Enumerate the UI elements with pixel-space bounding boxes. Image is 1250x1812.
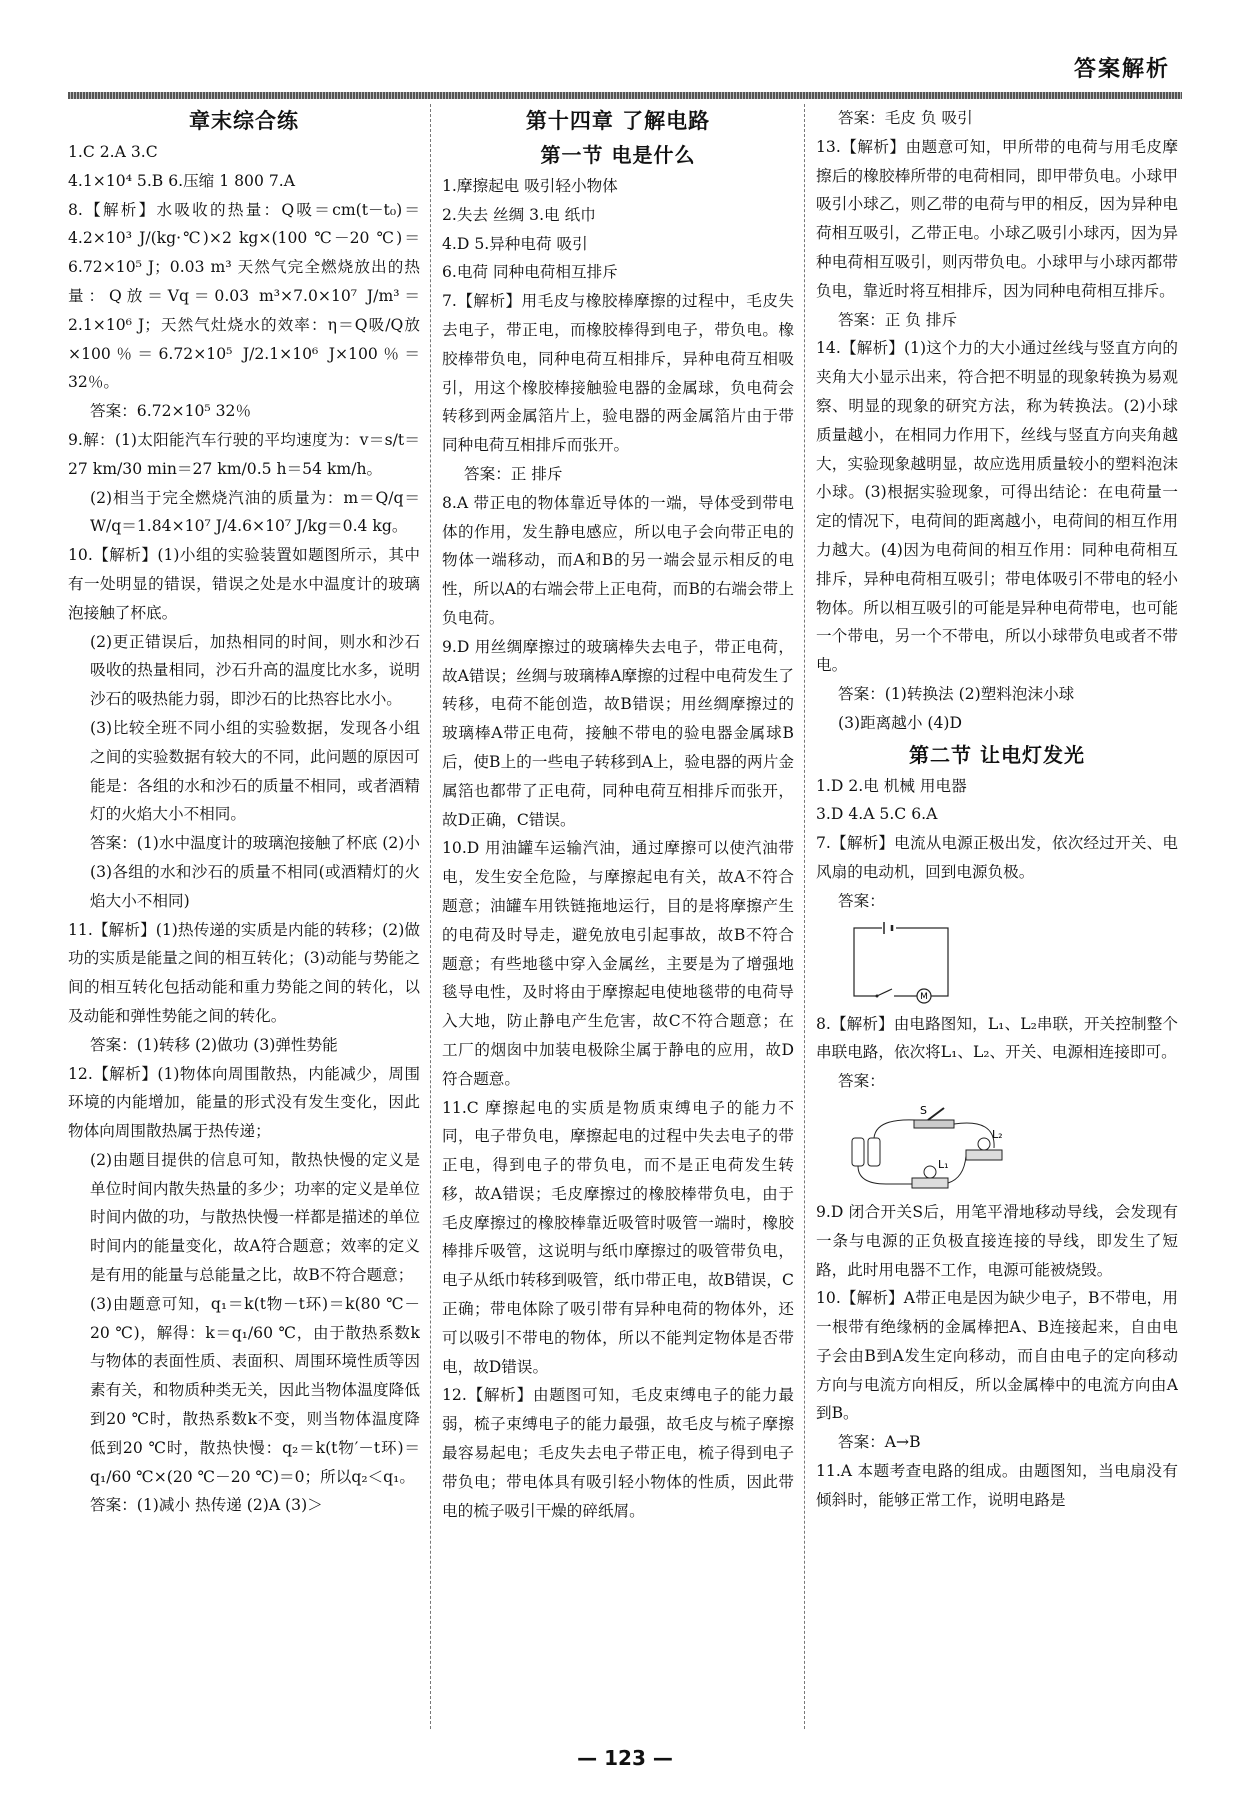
answer-line: 答案： (838, 1072, 885, 1091)
circuit-diagram-motor (846, 918, 956, 1006)
answer-line: 7.【解析】电流从电源正极出发，依次经过开关、电风扇的电动机，回到电源负极。 (816, 834, 1178, 881)
answer-line: 答案：(1)转换法 (2)塑料泡沫小球 (838, 684, 1075, 703)
answer-line: 8.【解析】水吸收的热量：Q吸＝cm(t－t₀)＝4.2×10³ J/(kg·℃)×2 kg×(100 ℃－20 ℃)＝6.72×10⁵ J；0.03 m³ 天然气完全燃烧放出的热量：Q放＝Vq＝0.03 m³×7.0×10⁷ J/m³＝2.1×10⁶ J；天然气灶烧水的效率：η＝Q吸/Q放×100％＝6.72×10⁵ J/2.1×10⁶ J×100％＝32％。 (68, 200, 420, 392)
answer-line: 1.摩擦起电 吸引轻小物体 (442, 177, 618, 195)
answer-line: 答案：(1)减小 热传递 (2)A (3)＞ (90, 1496, 323, 1515)
lamp2-label: L₂ (992, 1127, 1003, 1141)
answer-line: 11.A 本题考查电路的组成。由题图知，当电扇没有倾斜时，能够正常工作，说明电路是 (816, 1462, 1178, 1509)
answer-line: 9.D 用丝绸摩擦过的玻璃棒失去电子，带正电荷，故A错误；丝绸与玻璃棒A摩擦的过程中电荷发生了转移，电荷不能创造，故B错误；用丝绸摩擦过的玻璃棒A带正电荷，接触不带电的验电器金属球B后，使B上的一些电子转移到A上，验电器的两片金属箔也都带了正电荷，同种电荷互相排斥而张开，故D正确，C错误。 (442, 637, 794, 829)
answer-line: 2.失去 丝绸 3.电 纸巾 (442, 205, 596, 224)
answer-line: 答案：(1)转移 (2)做功 (3)弹性势能 (90, 1035, 338, 1054)
column-divider (804, 104, 805, 1729)
answer-line: (2)由题目提供的信息可知，散热快慢的定义是单位时间内散失热量的多少；功率的定义是单位时间内做的功，与散热快慢一样都是描述的单位时间内的能量变化，故A符合题意；效率的定义是有用的能量与总能量之比，故B不符合题意； (90, 1150, 420, 1285)
answer-line: 答案：6.72×10⁵ 32％ (90, 402, 252, 421)
answer-line: 8.【解析】由电路图知，L₁、L₂串联，开关控制整个串联电路，依次将L₁、L₂、开关、电源相连接即可。 (816, 1014, 1178, 1062)
answer-line: 10.【解析】A带正电是因为缺少电子，B不带电，用一根带有绝缘柄的金属棒把A、B连接起来，自由电子会由B到A发生定向移动，而自由电子的定向移动方向与电流方向相反，所以金属棒中的电流方向由A到B。 (816, 1289, 1178, 1423)
answer-line: 6.电荷 同种电荷相互排斥 (442, 263, 618, 282)
circuit-physical-diagram (846, 1098, 1016, 1194)
motor-label: M (920, 991, 928, 1002)
answer-line: 9.D 闭合开关S后，用笔平滑地移动导线，会发现有一条与电源的正负极直接连接的导线，即发生了短路，此时用电器不工作，电源可能被烧毁。 (816, 1202, 1178, 1279)
answer-line: (3)比较全班不同小组的实验数据，发现各小组之间的实验数据有较大的不同，此问题的原因可能是：各组的水和沙石的质量不相同，或者酒精灯的火焰大小不相同。 (90, 718, 420, 824)
answer-line: 答案： (838, 891, 885, 910)
header-rule (68, 92, 1182, 99)
answer-line: 11.【解析】(1)热传递的实质是内能的转移；(2)做功的实质是能量之间的相互转化；(3)动能与势能之间的相互转化包括动能和重力势能之间的转化，以及动能和弹性势能之间的转化。 (68, 920, 420, 1025)
answer-line: (2)相当于完全燃烧汽油的质量为：m＝Q/q＝W/q＝1.84×10⁷ J/4.6×10⁷ J/kg＝0.4 kg。 (90, 488, 420, 536)
answer-line: 答案：正 排斥 (464, 464, 563, 483)
answer-line: 7.【解析】用毛皮与橡胶棒摩擦的过程中，毛皮失去电子，带正电，而橡胶棒得到电子，带负电。橡胶棒带负电，同种电荷互相排斥，异种电荷互相吸引，用这个橡胶棒接触验电器的金属球，负电荷会转移到两金属箔片上，验电器的两金属箔片由于带同种电荷互相排斥而张开。 (442, 292, 794, 455)
switch-label: S (920, 1103, 927, 1117)
answer-line: 答案：(1)水中温度计的玻璃泡接触了杯底 (2)小 (3)各组的水和沙石的质量不相同(或酒精灯的火焰大小不相同) (90, 834, 420, 910)
lamp1-label: L₁ (938, 1157, 949, 1171)
answer-line: 10.D 用油罐车运输汽油，通过摩擦可以使汽油带电，发生安全危险，与摩擦起电有关，故A不符合题意；油罐车用铁链拖地运行，目的是将摩擦产生的电荷及时导走，避免放电引起事故，故B不符合题意；有些地毯中穿入金属丝，主要是为了增强地毯导电性，及时将由于摩擦起电使地毯带的电荷导入大地，防止静电产生危害，故C不符合题意；在工厂的烟囱中加装电极除尘属于静电的应用，故D符合题意。 (442, 839, 794, 1088)
answer-line: 3.D 4.A 5.C 6.A (816, 805, 938, 824)
circuit-wire (854, 928, 948, 996)
answer-line: 4.1×10⁴ 5.B 6.压缩 1 800 7.A (68, 171, 295, 190)
answer-line: 12.【解析】由题图可知，毛皮束缚电子的能力最弱，梳子束缚电子的能力最强，故毛皮与梳子摩擦最容易起电；毛皮失去电子带正电，梳子得到电子带负电；带电体具有吸引轻小物体的性质，因此带电的梳子吸引干燥的碎纸屑。 (442, 1386, 794, 1520)
answer-line: 1.D 2.电 机械 用电器 (816, 776, 967, 795)
answer-line: 1.C 2.A 3.C (68, 143, 158, 161)
column-divider (430, 104, 431, 1729)
column-1 (68, 104, 420, 1734)
answer-line: 14.【解析】(1)这个力的大小通过丝线与竖直方向的夹角大小显示出来，符合把不明显的现象转换为易观察、明显的现象的研究方法，称为转换法。(2)小球质量越小，在相同力作用下，丝线与竖直方向夹角越大，实验现象越明显，故应选用质量较小的塑料泡沫小球。(3)根据实验现象，可得出结论：在电荷量一定的情况下，电荷间的距离越小，电荷间的相互作用力越大。(4)因为电荷间的相互作用：同种电荷相互排斥，异种电荷相互吸引；带电体吸引不带电的轻小物体。所以相互吸引的可能是异种电荷带电，也可能一个带电，另一个不带电，所以小球带负电或者不带电。 (816, 339, 1178, 675)
chapter-heading: 第十四章 了解电路 (525, 109, 711, 133)
answer-line: 答案：毛皮 负 吸引 (838, 109, 973, 127)
answer-line: 13.【解析】由题意可知，甲所带的电荷与用毛皮摩擦后的橡胶棒所带的电荷相同，即甲带负电。小球甲吸引小球乙，则乙带的电荷与甲的相反，因为异种电荷相互吸引，乙带正电。小球乙吸引小球丙，因为异种电荷相互吸引，则丙带负电。小球甲与小球丙都带负电，靠近时将互相排斥，因为同种电荷相互排斥。 (816, 137, 1178, 300)
answer-line: (3)由题意可知，q₁＝k(t物－t环)＝k(80 ℃－20 ℃)，解得：k＝q₁/60 ℃，由于散热系数k与物体的表面性质、表面积、周围环境性质等因素有关，和物质种类无关，因此当物体温度降低到20 ℃时，散热系数k不变，则当物体温度降低到20 ℃时，散热快慢：q₂＝k(t物′－t环)＝q₁/60 ℃×(20 ℃－20 ℃)＝0；所以q₂＜q₁。 (90, 1294, 420, 1486)
section-heading: 第二节 让电灯发光 (909, 742, 1085, 767)
header-title: 答案解析 (1073, 57, 1170, 82)
section-heading: 章末综合练 (189, 109, 299, 133)
answer-line: 11.C 摩擦起电的实质是物质束缚电子的能力不同，电子带负电，摩擦起电的过程中失去电子的带正电，得到电子的带负电，而不是正电荷发生转移，故A错误；毛皮摩擦过的橡胶棒带负电，由于毛皮摩擦过的橡胶棒靠近吸管时吸管一端时，橡胶棒排斥吸管，这说明与纸巾摩擦过的吸管带负电，电子从纸巾转移到吸管，纸巾带正电，故B错误，C正确；带电体除了吸引带有异种电荷的物体外，还可以吸引不带电的物体，所以不能判定物体是否带电，故D错误。 (442, 1098, 794, 1376)
battery-icon (852, 1138, 864, 1166)
answer-line: (2)更正错误后，加热相同的时间，则水和沙石吸收的热量相同，沙石升高的温度比水多，说明沙石的吸热能力弱，即沙石的比热容比水小。 (90, 632, 420, 709)
answer-line: 9.解：(1)太阳能汽车行驶的平均速度为：v＝s/t＝27 km/30 min＝27 km/0.5 h＝54 km/h。 (68, 430, 420, 478)
answer-line: 答案：A→B (838, 1433, 921, 1452)
lamp2-icon (978, 1138, 990, 1150)
answer-line: 4.D 5.异种电荷 吸引 (442, 234, 588, 253)
answer-line: 8.A 带正电的物体靠近导体的一端，导体受到带电体的作用，发生静电感应，所以电子会向带正电的物体一端移动，而A和B的另一端会显示相反的电性，所以A的右端会带上正电荷，而B的右端会带上负电荷。 (442, 493, 794, 627)
page-number: — 123 — (577, 1746, 673, 1770)
lamp1-icon (924, 1166, 936, 1178)
section-heading: 第一节 电是什么 (540, 143, 696, 167)
answer-line: 10.【解析】(1)小组的实验装置如题图所示，其中有一处明显的错误，错误之处是水中温度计的玻璃泡接触了杯底。 (68, 546, 420, 622)
column-2 (442, 104, 794, 1734)
answer-line: (3)距离越小 (4)D (838, 713, 963, 732)
switch-icon (914, 1120, 954, 1128)
column-3 (816, 104, 1178, 1734)
answer-line: 12.【解析】(1)物体向周围散热，内能减少，周围环境的内能增加，能量的形式没有发生变化，因此物体向周围散热属于热传递； (68, 1064, 420, 1141)
answer-line: 答案：正 负 排斥 (838, 310, 958, 329)
